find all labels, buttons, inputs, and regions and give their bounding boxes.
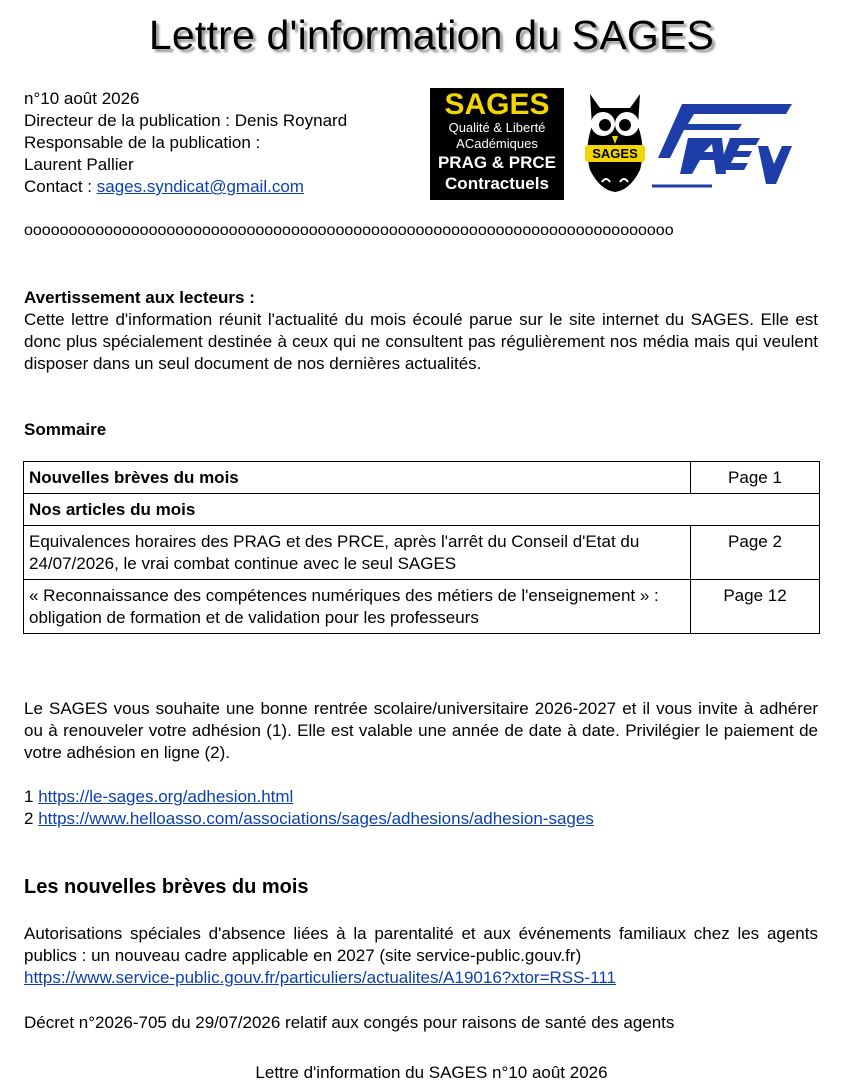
sages-logo-line4: Contractuels bbox=[445, 174, 549, 193]
table-row bbox=[24, 494, 820, 526]
sages-logo-line1: Qualité & Liberté bbox=[448, 120, 546, 135]
summary-title: Sommaire bbox=[24, 420, 107, 439]
table-row bbox=[24, 580, 820, 634]
page-title: Lettre d'information du SAGES bbox=[148, 12, 715, 58]
warning-section bbox=[24, 287, 818, 375]
sages-logo bbox=[430, 88, 564, 200]
separator-line: ooooooooooooooooooooooooooooooooooooooooooooooooooooooooooooooooooooooooo bbox=[24, 222, 674, 239]
breve-link[interactable]: https://www.service-public.gouv.fr/particuliers/actualites/A19016?xtor=RSS-111 bbox=[24, 968, 616, 987]
rentree-text: Le SAGES vous souhaite une bonne rentrée scolaire/universitaire 2026-2027 et il vous invite à adhérer ou à renouveler votre adhésion (1). Elle est valable une année de date à date. Privilégier le paiement de votre adhésion en ligne (2). bbox=[24, 699, 818, 762]
sages-logo-title: SAGES bbox=[444, 88, 550, 121]
owl-logo-icon bbox=[580, 86, 650, 198]
publication-info bbox=[24, 88, 347, 198]
faen-logo-icon bbox=[652, 98, 792, 190]
adhesion-link[interactable]: https://le-sages.org/adhesion.html bbox=[38, 787, 294, 806]
owl-logo-label: SAGES bbox=[592, 146, 638, 161]
breve-item bbox=[24, 923, 818, 989]
responsible-name: Laurent Pallier bbox=[24, 155, 134, 174]
table-row bbox=[24, 526, 820, 580]
responsible-label: Responsable de la publication : bbox=[24, 133, 261, 152]
sages-logo-line2: ACadémiques bbox=[456, 136, 538, 151]
adhesion-links bbox=[24, 786, 818, 830]
director-line: Directeur de la publication : Denis Roynard bbox=[24, 111, 348, 130]
warning-title: Avertissement aux lecteurs : bbox=[24, 288, 255, 307]
summary-row-page: Page 12 bbox=[691, 580, 820, 634]
summary-row-label: Equivalences horaires des PRAG et des PRCE, après l'arrêt du Conseil d'Etat du 24/07/2026, le vrai combat continue avec le seul SAGES bbox=[24, 526, 691, 580]
summary-row-page: Page 2 bbox=[691, 526, 820, 580]
link-number: 1 bbox=[24, 787, 39, 806]
sages-logo-line3: PRAG & PRCE bbox=[437, 153, 557, 172]
helloasso-link[interactable]: https://www.helloasso.com/associations/sages/adhesions/adhesion-sages bbox=[38, 809, 594, 828]
summary-row-label: « Reconnaissance des compétences numériques des métiers de l'enseignement » : obligation de formation et de validation pour les professeurs bbox=[24, 580, 691, 634]
page-footer: Lettre d'information du SAGES n°10 août 2026 bbox=[255, 1063, 608, 1082]
breve-text: Autorisations spéciales d'absence liées à la parentalité et aux événements familiaux chez les agents publics : un nouveau cadre applicable en 2027 (site service-public.gouv.fr) bbox=[24, 924, 818, 965]
contact-line bbox=[24, 176, 347, 198]
issue-line: n°10 août 2026 bbox=[24, 89, 140, 108]
summary-row-label: Nos articles du mois bbox=[24, 494, 820, 526]
summary-table bbox=[23, 461, 820, 634]
contact-label: Contact : bbox=[24, 177, 97, 196]
warning-text: Cette lettre d'information réunit l'actualité du mois écoulé parue sur le site internet du SAGES. Elle est donc plus spécialement destinée à ceux qui ne consultent pas régulièrement nos média mais qui veulent disposer dans un seul document de nos dernières actualités. bbox=[24, 310, 818, 373]
link-number: 2 bbox=[24, 809, 39, 828]
breves-title: Les nouvelles brèves du mois bbox=[24, 876, 309, 898]
summary-row-page: Page 1 bbox=[691, 462, 820, 494]
table-row bbox=[24, 462, 820, 494]
contact-email-link[interactable]: sages.syndicat@gmail.com bbox=[96, 177, 304, 196]
summary-row-label: Nouvelles brèves du mois bbox=[24, 462, 691, 494]
breve-item: Décret n°2026-705 du 29/07/2026 relatif aux congés pour raisons de santé des agents bbox=[24, 1013, 675, 1032]
